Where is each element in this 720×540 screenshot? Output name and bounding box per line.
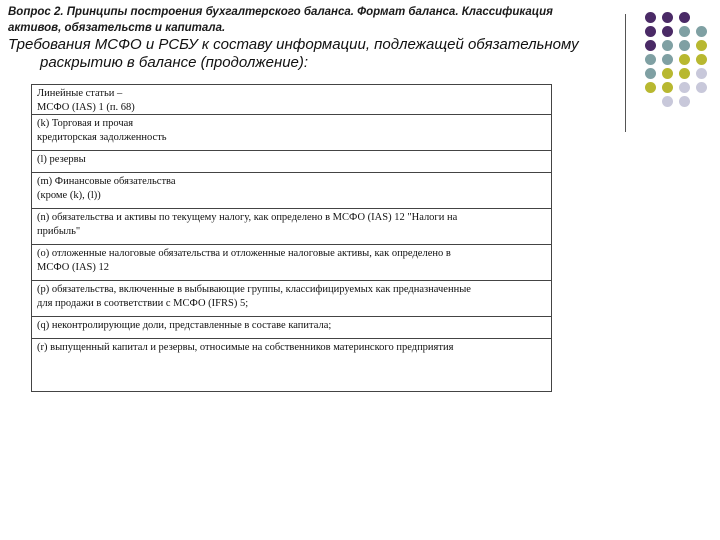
dot-r6-c2 — [662, 82, 673, 93]
dot-r6-c1 — [645, 82, 656, 93]
dot-r5-c2 — [662, 68, 673, 79]
dot-r3-c3 — [679, 40, 690, 51]
dot-r5-c3 — [679, 68, 690, 79]
dot-r5-c1 — [645, 68, 656, 79]
header-line-2: активов, обязательств и капитала. — [8, 22, 226, 34]
table-row: (q) неконтролирующие доли, представленные в составе капитала; — [32, 317, 551, 339]
table-row: (l) резервы — [32, 151, 551, 173]
dot-r3-c2 — [662, 40, 673, 51]
dot-r4-c1 — [645, 54, 656, 65]
table-row: (m) Финансовые обязательства (кроме (k), (l)) — [32, 173, 551, 209]
dot-r4-c3 — [679, 54, 690, 65]
dot-r4-c2 — [662, 54, 673, 65]
dot-r2-c2 — [662, 26, 673, 37]
dot-r1-c1 — [645, 12, 656, 23]
subtitle-line-1: Требования МСФО и РСБУ к составу информации, подлежащей обязательному — [8, 36, 579, 53]
dot-r3-c4 — [696, 40, 707, 51]
table-row: (k) Торговая и прочая кредиторская задолженность — [32, 115, 551, 151]
table-row: (r) выпущенный капитал и резервы, относимые на собственников материнского предприятия — [37, 342, 454, 353]
dot-r1-c3 — [679, 12, 690, 23]
dot-r2-c1 — [645, 26, 656, 37]
slide-subtitle — [8, 36, 618, 72]
dot-r6-c4 — [696, 82, 707, 93]
dot-r7-c3 — [679, 96, 690, 107]
table-row: Линейные статьи – МСФО (IAS) 1 (п. 68) — [32, 85, 551, 115]
dot-r5-c4 — [696, 68, 707, 79]
dot-r2-c4 — [696, 26, 707, 37]
ifrs-line-items-table — [31, 84, 552, 392]
header-line-1: Вопрос 2. Принципы построения бухгалтерского баланса. Формат баланса. Классификация — [8, 6, 553, 18]
dot-r2-c3 — [679, 26, 690, 37]
table-row: (o) отложенные налоговые обязательства и отложенные налоговые активы, как определено в МСФО (IAS) 12 — [32, 245, 551, 281]
subtitle-line-2: раскрытию в балансе (продолжение): — [40, 54, 309, 71]
slide-header — [8, 4, 608, 36]
dot-r1-c2 — [662, 12, 673, 23]
dot-r6-c3 — [679, 82, 690, 93]
dot-r4-c4 — [696, 54, 707, 65]
table-row: (p) обязательства, включенные в выбывающие группы, классифицируемых как предназначенные для продажи в соответствии с МСФО (IFRS) 5; — [32, 281, 551, 317]
dot-r7-c2 — [662, 96, 673, 107]
decorative-dot-grid — [639, 12, 719, 112]
dot-r3-c1 — [645, 40, 656, 51]
table-row: (n) обязательства и активы по текущему налогу, как определено в МСФО (IAS) 12 "Налоги на прибыль" — [32, 209, 551, 245]
decorative-divider — [625, 14, 626, 132]
